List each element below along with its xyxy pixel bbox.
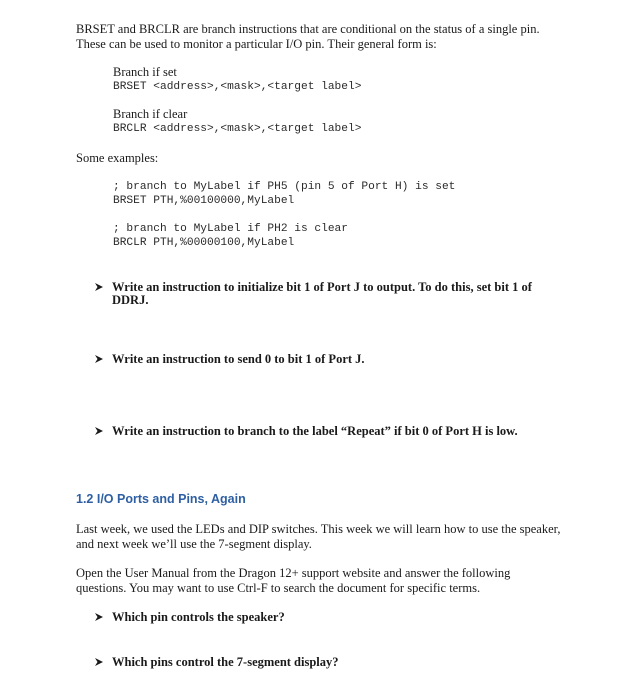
example-comment-2: ; branch to MyLabel if PH2 is clear xyxy=(113,223,348,235)
question-text: Which pins control the 7-segment display? xyxy=(112,654,339,669)
arrow-bullet-icon xyxy=(94,426,104,436)
section-heading: 1.2 I/O Ports and Pins, Again xyxy=(76,492,246,506)
example-code-2: BRCLR PTH,%00000100,MyLabel xyxy=(113,237,295,249)
arrow-bullet-icon xyxy=(94,354,104,364)
question-text: Write an instruction to send 0 to bit 1 of Port J. xyxy=(112,351,365,366)
question-item xyxy=(94,422,518,440)
example-code-1: BRSET PTH,%00100000,MyLabel xyxy=(113,195,295,207)
form-title-brclr: Branch if clear xyxy=(113,107,188,121)
question-item xyxy=(94,350,365,368)
section-para1-line2: and next week we’ll use the 7-segment display. xyxy=(76,537,312,551)
examples-label: Some examples: xyxy=(76,151,159,165)
arrow-bullet-icon xyxy=(94,657,104,667)
question-text: Write an instruction to branch to the label “Repeat” if bit 0 of Port H is low. xyxy=(112,423,518,438)
arrow-bullet-icon xyxy=(94,282,104,292)
form-code-brclr: BRCLR <address>,<mask>,<target label> xyxy=(113,123,362,135)
question-item xyxy=(94,278,532,296)
form-code-brset: BRSET <address>,<mask>,<target label> xyxy=(113,81,362,93)
example-comment-1: ; branch to MyLabel if PH5 (pin 5 of Port H) is set xyxy=(113,181,456,193)
section-para2-line1: Open the User Manual from the Dragon 12+ support website and answer the following xyxy=(76,566,511,580)
section-para1-line1: Last week, we used the LEDs and DIP switches. This week we will learn how to use the speaker, xyxy=(76,522,561,536)
question-item xyxy=(94,608,285,626)
question-text: Which pin controls the speaker? xyxy=(112,609,285,624)
question-item xyxy=(94,653,339,671)
form-title-brset: Branch if set xyxy=(113,65,177,79)
section-para2-line2: questions. You may want to use Ctrl-F to search the document for specific terms. xyxy=(76,581,481,595)
question-text-continued: DDRJ. xyxy=(112,293,149,307)
arrow-bullet-icon xyxy=(94,612,104,622)
intro-line-1: BRSET and BRCLR are branch instructions that are conditional on the status of a single pin. xyxy=(76,22,540,36)
intro-line-2: These can be used to monitor a particular I/O pin. Their general form is: xyxy=(76,37,437,51)
question-text: Write an instruction to initialize bit 1 of Port J to output. To do this, set bit 1 of xyxy=(112,279,532,294)
